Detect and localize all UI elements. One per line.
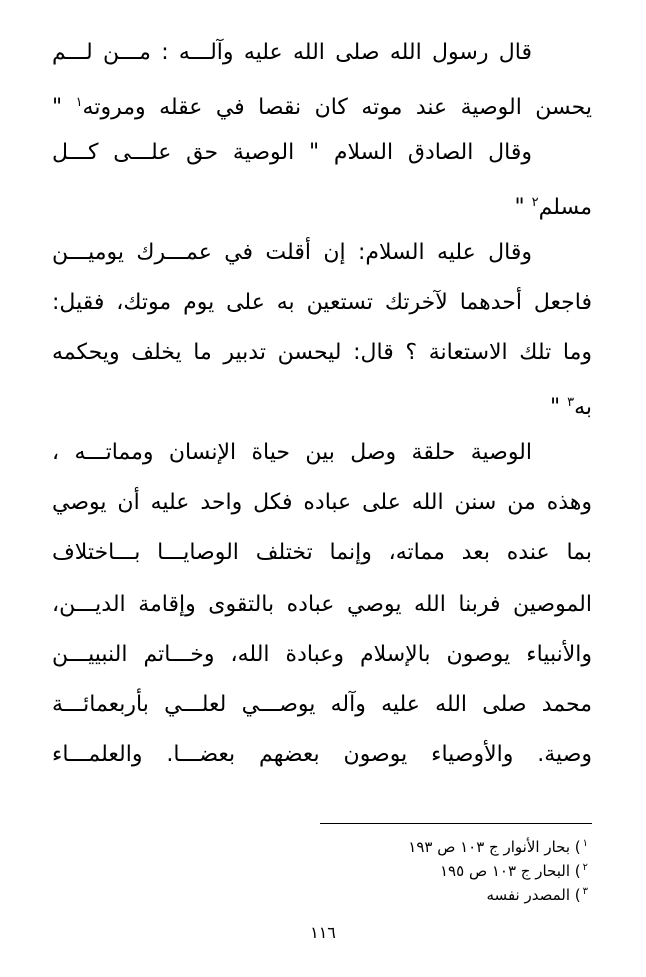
footnote-text: ) المصدر نفسه bbox=[486, 886, 581, 904]
footnote bbox=[408, 834, 588, 857]
footnote-ref: ١ bbox=[75, 95, 83, 110]
body-line: قال رسول الله صلى الله عليه وآلـــه : مـــن لـــم bbox=[52, 40, 532, 65]
body-line: وصية. والأوصياء يوصون بعضهم بعضـــا. والعلمـــاء bbox=[52, 742, 592, 767]
body-line: الوصية حلقة وصل بين حياة الإنسان ومماتـــه ، bbox=[52, 440, 532, 465]
body-line: وما تلك الاستعانة ؟ قال: ليحسن تدبير ما يخلف ويحكمه bbox=[52, 340, 592, 365]
body-line: فاجعل أحدهما لآخرتك تستعين به على يوم موتك، فقيل: bbox=[52, 290, 592, 315]
footnote-number: ٣ bbox=[582, 886, 588, 897]
body-line: وقال الصادق السلام " الوصية حق علـــى كـــل bbox=[52, 140, 532, 165]
footnote-ref: ٢ bbox=[531, 195, 539, 210]
body-line: مسلم$^٢$ " bbox=[514, 195, 592, 220]
footnote-text: ) البحار ج ١٠٣ ص ١٩٥ bbox=[440, 862, 581, 880]
footnote-text: ) بحار الأنوار ج ١٠٣ ص ١٩٣ bbox=[408, 838, 581, 856]
body-line: يحسن الوصية عند موته كان نقصا في عقله ومروته$^١$ " bbox=[52, 95, 592, 120]
body-line: الموصين فربنا الله يوصي عباده بالتقوى وإقامة الديـــن، bbox=[52, 592, 592, 617]
body-line: به$^٣$ " bbox=[549, 395, 592, 420]
body-line: وهذه من سنن الله على عباده فكل واحد عليه أن يوصي bbox=[52, 490, 592, 515]
body-line: وقال عليه السلام: إن أقلت في عمـــرك يوميـــن bbox=[52, 240, 532, 265]
footnote-ref: ٣ bbox=[567, 395, 575, 410]
footnote bbox=[440, 858, 588, 881]
footnote-number: ٢ bbox=[582, 862, 588, 873]
footnote bbox=[487, 882, 588, 905]
footnote-separator bbox=[320, 823, 592, 824]
body-line: محمد صلى الله عليه وآله يوصـــي لعلـــي بأربعمائـــة bbox=[52, 692, 592, 717]
page-number: ١١٦ bbox=[310, 923, 336, 942]
body-line: والأنبياء يوصون بالإسلام وعبادة الله، وخـــاتم النبييـــن bbox=[52, 642, 592, 667]
footnote-number: ١ bbox=[582, 838, 588, 849]
body-line: بما عنده بعد مماته، وإنما تختلف الوصايـــا بـــاختلاف bbox=[52, 540, 592, 565]
